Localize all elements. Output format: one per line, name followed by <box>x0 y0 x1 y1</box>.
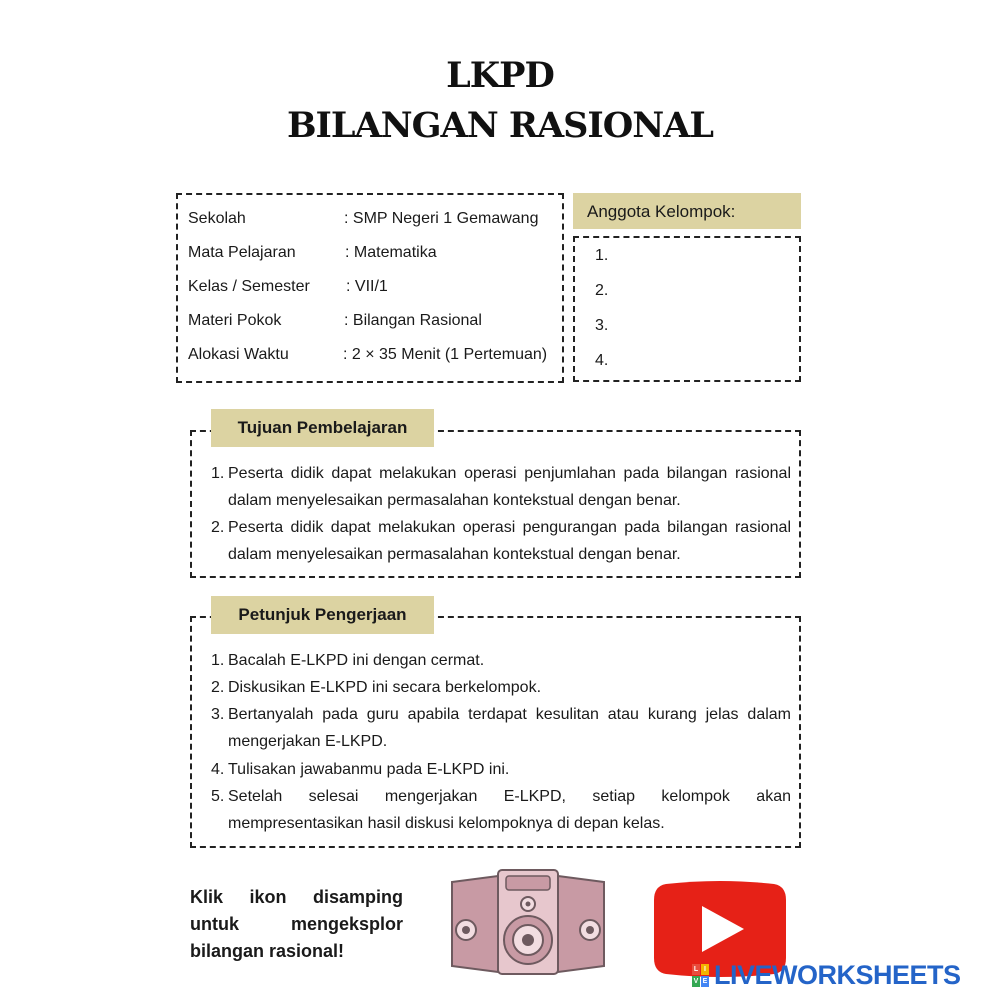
instruction-item <box>211 701 791 755</box>
objective-number: 2. <box>211 519 225 536</box>
identity-label: Materi Pokok <box>188 312 282 329</box>
identity-value: : 2 × 35 Menit (1 Pertemuan) <box>343 346 548 363</box>
objective-number: 1. <box>211 465 225 482</box>
identity-label: Mata Pelajaran <box>188 244 296 261</box>
watermark <box>692 960 992 992</box>
logo-letter: E <box>702 978 708 985</box>
instruction-number: 3. <box>211 706 225 723</box>
objective-text: Peserta didik dapat melakukan operasi penjumlahan pada bilangan rasional dalam menyelesaikan permasalahan kontekstual dengan benar. <box>228 465 791 509</box>
instruction-item <box>211 783 791 837</box>
logo-letter: I <box>701 964 709 975</box>
instruction-text: Bacalah E-LKPD ini dengan cermat. <box>228 652 485 669</box>
instruction-item <box>211 674 791 701</box>
identity-value: : VII/1 <box>346 278 388 295</box>
explore-instruction: Klik ikon disamping untuk mengeksplor bilangan rasional! <box>190 887 403 961</box>
members-heading: Anggota Kelompok: <box>573 193 801 229</box>
objectives-heading: Tujuan Pembelajaran <box>211 409 434 447</box>
identity-label: Kelas / Semester <box>188 278 310 295</box>
instruction-number: 4. <box>211 761 225 778</box>
identity-label: Alokasi Waktu <box>188 346 289 363</box>
objective-item <box>211 460 791 514</box>
instructions-heading: Petunjuk Pengerjaan <box>211 596 434 634</box>
instruction-number: 1. <box>211 652 225 669</box>
identity-box <box>176 193 564 383</box>
members-box <box>573 236 801 382</box>
member-number: 1. <box>595 247 609 264</box>
instruction-text: Tulisakan jawabanmu pada E-LKPD ini. <box>228 761 510 778</box>
instruction-text: Bertanyalah pada guru apabila terdapat kesulitan atau kurang jelas dalam mengerjakan E-LKPD. <box>228 706 791 750</box>
identity-value: : SMP Negeri 1 Gemawang <box>344 210 539 227</box>
instruction-number: 2. <box>211 679 225 696</box>
objective-item <box>211 514 791 568</box>
instruction-item <box>211 756 791 783</box>
member-number: 2. <box>595 282 609 299</box>
logo-letter: L <box>693 966 699 973</box>
instruction-text: Diskusikan E-LKPD ini secara berkelompok. <box>228 679 542 696</box>
logo-letter: V <box>693 978 699 985</box>
instruction-number: 5. <box>211 788 225 805</box>
identity-label: Sekolah <box>188 210 246 227</box>
watermark-text: LIVEWORKSHEETS <box>714 960 961 990</box>
liveworksheets-logo-icon <box>692 964 710 988</box>
page-title-line2: BILANGAN RASIONAL <box>286 105 714 146</box>
instruction-item <box>211 647 791 674</box>
speaker-icon[interactable] <box>450 868 606 976</box>
objective-text: Peserta didik dapat melakukan operasi pengurangan pada bilangan rasional dalam menyelesaikan permasalahan kontekstual dengan benar. <box>228 519 791 563</box>
identity-value: : Bilangan Rasional <box>344 312 482 329</box>
member-number: 4. <box>595 352 609 369</box>
page-title-line1: LKPD <box>446 55 554 96</box>
member-number: 3. <box>595 317 609 334</box>
identity-value: : Matematika <box>345 244 437 261</box>
instruction-text: Setelah selesai mengerjakan E-LKPD, setiap kelompok akan mempresentasikan hasil diskusi kelompoknya di depan kelas. <box>228 788 791 832</box>
